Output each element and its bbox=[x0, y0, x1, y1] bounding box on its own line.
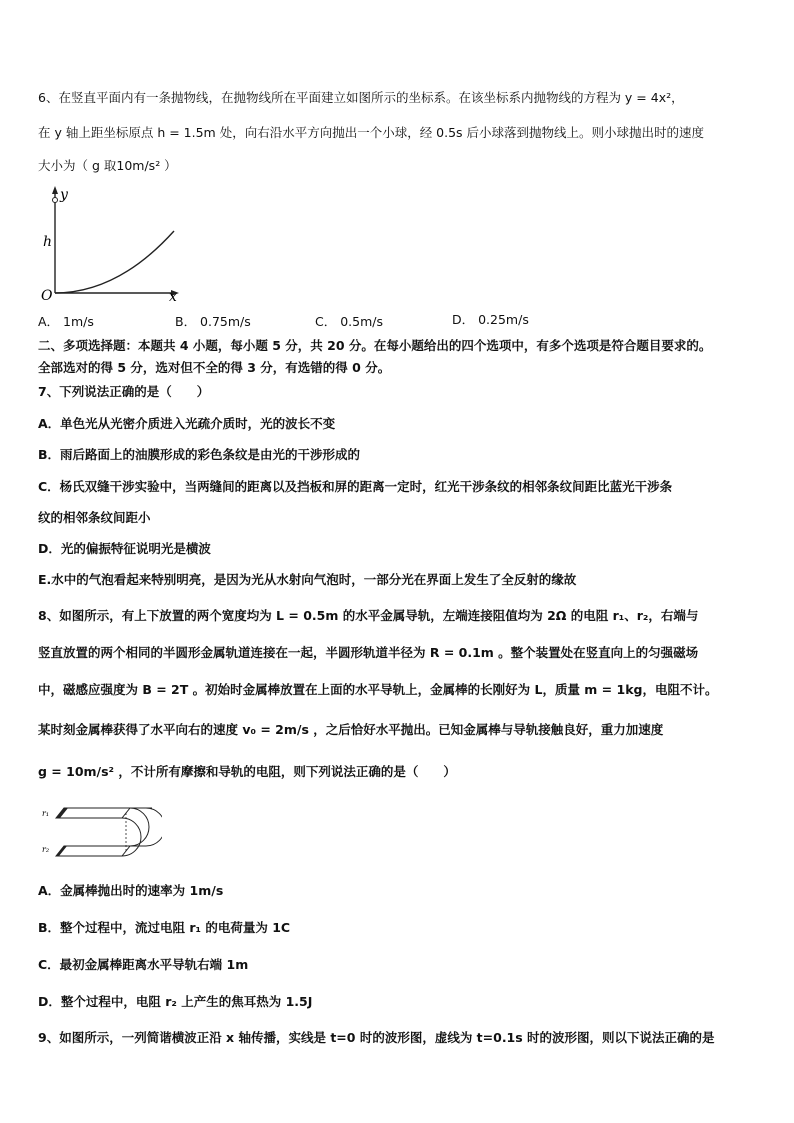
q6-stem-line-1: 6、在竖直平面内有一条抛物线，在抛物线所在平面建立如图所示的坐标系。在该坐标系内抛物线的方程为 y = 4x²， bbox=[38, 90, 684, 105]
q8-rail-figure bbox=[40, 804, 162, 862]
label-h: h bbox=[43, 234, 53, 250]
q6-stem-line-2: 在 y 轴上距坐标原点 h = 1.5m 处，向右沿水平方向抛出一个小球，经 0.5s 后小球落到抛物线上。则小球抛出时的速度 bbox=[38, 125, 705, 140]
semicircle-track-back bbox=[130, 808, 149, 846]
q9-stem-line-1: 9、如图所示，一列简谐横波正沿 x 轴传播，实线是 t=0 时的波形图，虚线为 t=0.1s 时的波形图，则以下说法正确的是 bbox=[38, 1030, 715, 1045]
label-r1: r₁ bbox=[42, 809, 50, 818]
q8-option-a[interactable]: A．金属棒抛出时的速率为 1m/s bbox=[38, 883, 224, 898]
q8-option-c[interactable]: C．最初金属棒距离水平导轨右端 1m bbox=[38, 957, 249, 972]
label-origin: O bbox=[41, 288, 53, 304]
q7-option-c-line-2[interactable]: 纹的相邻条纹间距小 bbox=[38, 510, 151, 525]
q6-stem-line-3: 大小为（ g 取10m/s² ） bbox=[38, 158, 177, 173]
q7-stem: 7、下列说法正确的是（ ） bbox=[38, 384, 210, 399]
section2-instructions-line-1: 二、多项选择题：本题共 4 小题，每小题 5 分，共 20 分。在每小题给出的四个选项中，有多个选项是符合题目要求的。 bbox=[38, 338, 712, 353]
q7-option-b[interactable]: B．雨后路面上的油膜形成的彩色条纹是由光的干涉形成的 bbox=[38, 447, 361, 462]
y-axis-arrow bbox=[52, 186, 58, 194]
upper-rail bbox=[56, 808, 130, 818]
q8-stem-line-3: 中，磁感应强度为 B = 2T 。初始时金属棒放置在上面的水平导轨上，金属棒的长刚好为 L，质量 m = 1kg，电阻不计。 bbox=[38, 682, 718, 697]
q8-stem-line-1: 8、如图所示，有上下放置的两个宽度均为 L = 0.5m 的水平金属导轨，左端连接阻值均为 2Ω 的电阻 r₁、r₂，右端与 bbox=[38, 608, 699, 623]
q7-option-a[interactable]: A．单色光从光密介质进入光疏介质时，光的波长不变 bbox=[38, 416, 336, 431]
q8-option-d[interactable]: D．整个过程中，电阻 r₂ 上产生的焦耳热为 1.5J bbox=[38, 994, 313, 1009]
semicircle-outer bbox=[146, 808, 162, 846]
resistor-r2 bbox=[56, 846, 67, 856]
section2-instructions-line-2: 全部选对的得 5 分，选对但不全的得 3 分，有选错的得 0 分。 bbox=[38, 360, 391, 375]
q8-option-b[interactable]: B．整个过程中，流过电阻 r₁ 的电荷量为 1C bbox=[38, 920, 291, 935]
q6-parabola-figure bbox=[38, 183, 188, 305]
parabola-curve bbox=[55, 231, 174, 293]
q8-stem-line-4: 某时刻金属棒获得了水平向右的速度 v₀ = 2m/s ，之后恰好水平抛出。已知金属棒与导轨接触良好，重力加速度 bbox=[38, 722, 664, 737]
q7-option-d[interactable]: D．光的偏振特征说明光是横波 bbox=[38, 541, 211, 556]
label-x: x bbox=[169, 289, 177, 305]
ball-marker bbox=[53, 198, 58, 203]
q8-stem-line-5: g = 10m/s² ，不计所有摩擦和导轨的电阻，则下列说法正确的是（ ） bbox=[38, 764, 456, 779]
label-r2: r₂ bbox=[42, 845, 50, 854]
semicircle-track-front bbox=[122, 818, 141, 856]
q8-stem-line-2: 竖直放置的两个相同的半圆形金属轨道连接在一起，半圆形轨道半径为 R = 0.1m 。整个装置处在竖直向上的匀强磁场 bbox=[38, 645, 699, 660]
resistor-r1 bbox=[56, 808, 68, 818]
q6-option-a[interactable]: A． 1m/s bbox=[38, 314, 94, 329]
q6-option-d[interactable]: D． 0.25m/s bbox=[452, 312, 529, 327]
q6-option-b[interactable]: B． 0.75m/s bbox=[175, 314, 251, 329]
q6-option-c[interactable]: C． 0.5m/s bbox=[315, 314, 383, 329]
q7-option-e[interactable]: E.水中的气泡看起来特别明亮，是因为光从水射向气泡时，一部分光在界面上发生了全反射的缘故 bbox=[38, 572, 577, 587]
label-y: y bbox=[60, 187, 68, 203]
lower-rail bbox=[56, 846, 130, 856]
q7-option-c-line-1[interactable]: C．杨氏双缝干涉实验中，当两缝间的距离以及挡板和屏的距离一定时，红光干涉条纹的相邻条纹间距比蓝光干涉条 bbox=[38, 479, 673, 494]
